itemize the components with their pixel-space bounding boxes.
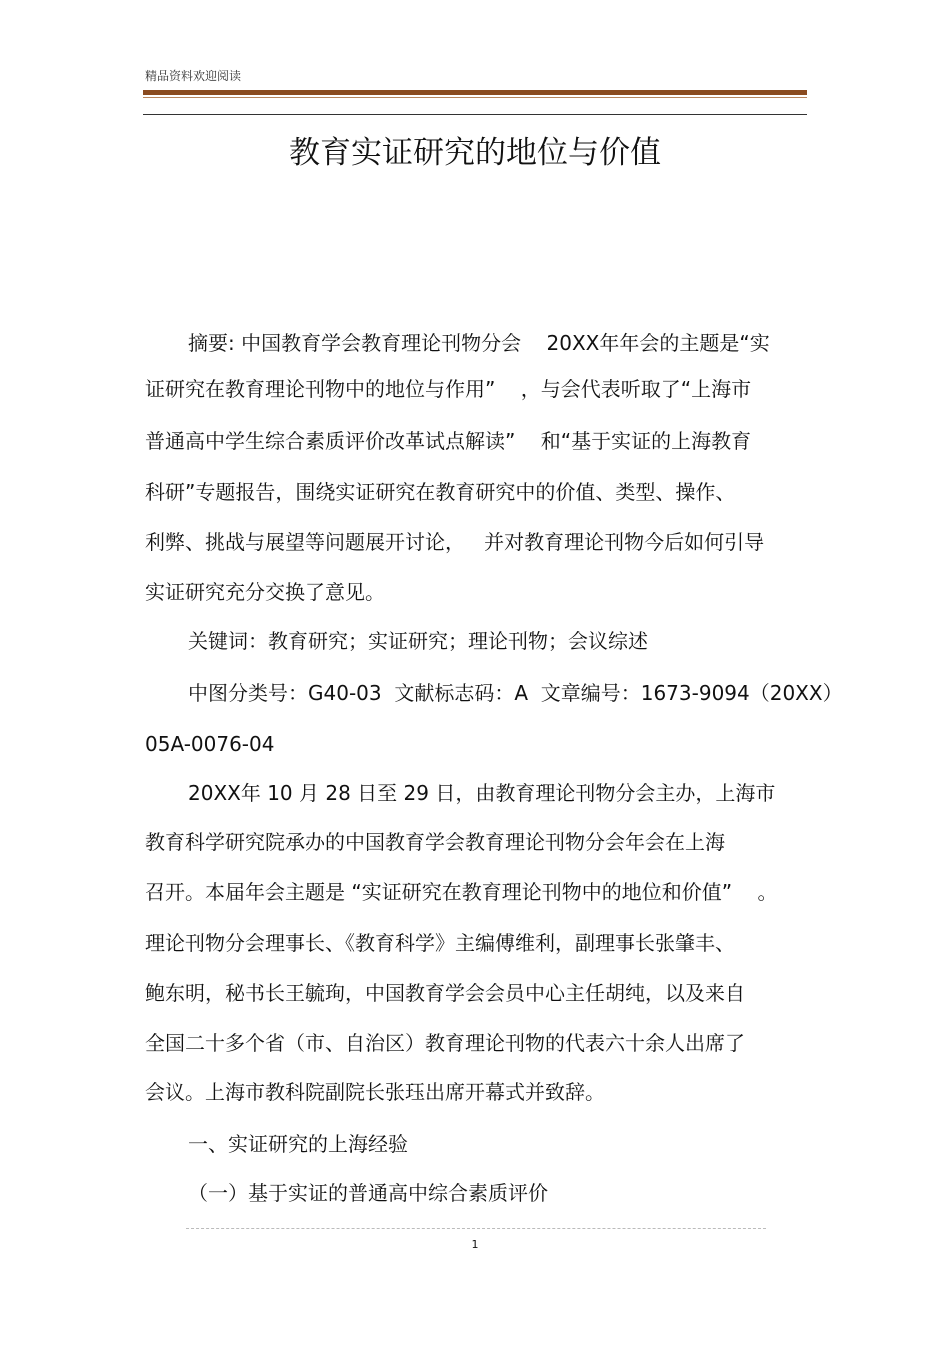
abstract-line: 科研”专题报告，围绕实证研究在教育研究中的价值、类型、操作、	[145, 480, 736, 504]
paragraph-line: 召开。本届年会主题是 “实证研究在教育理论刊物中的地位和价值” 。	[145, 880, 778, 904]
header-rule-bottom	[143, 114, 807, 115]
paragraph-line: 理论刊物分会理事长、《教育科学》主编傅维利，副理事长张肇丰、	[145, 931, 735, 955]
section-heading: 一、实证研究的上海经验	[188, 1132, 408, 1156]
paragraph-line: 20XX年 10 月 28 日至 29 日，由教育理论刊物分会主办，上海市	[188, 781, 776, 805]
paragraph-line: 全国二十多个省（市、自治区）教育理论刊物的代表六十余人出席了	[145, 1031, 745, 1055]
abstract-line: 证研究在教育理论刊物中的地位与作用” ，与会代表听取了“上海市	[145, 377, 752, 401]
header-text: 精品资料欢迎阅读	[145, 69, 242, 83]
classification-line: 05A-0076-04	[145, 732, 275, 756]
abstract-line: 实证研究充分交换了意见。	[145, 580, 385, 604]
subsection-heading: （一）基于实证的普通高中综合素质评价	[188, 1181, 548, 1205]
footer-rule	[186, 1228, 766, 1230]
abstract-line: 摘要: 中国教育学会教育理论刊物分会 20XX年年会的主题是“实	[188, 331, 770, 355]
header-rule-thick	[143, 90, 807, 95]
paragraph-line: 会议。上海市教科院副院长张珏出席开幕式并致辞。	[145, 1080, 605, 1104]
header-rule-thin	[143, 97, 807, 98]
keywords-line: 关键词：教育研究；实证研究；理论刊物；会议综述	[188, 629, 648, 653]
abstract-line: 普通高中学生综合素质评价改革试点解读” 和“基于实证的上海教育	[145, 429, 752, 453]
document-title: 教育实证研究的地位与价值	[289, 135, 661, 171]
abstract-line: 利弊、挑战与展望等问题展开讨论， 并对教育理论刊物今后如何引导	[145, 530, 765, 554]
paragraph-line: 教育科学研究院承办的中国教育学会教育理论刊物分会年会在上海	[145, 830, 725, 854]
classification-line: 中图分类号：G40-03 文献标志码：A 文章编号：1673-9094（20XX）	[188, 681, 843, 705]
paragraph-line: 鲍东明，秘书长王毓珣，中国教育学会会员中心主任胡纯，以及来自	[145, 981, 745, 1005]
page-number: 1	[471, 1238, 479, 1251]
